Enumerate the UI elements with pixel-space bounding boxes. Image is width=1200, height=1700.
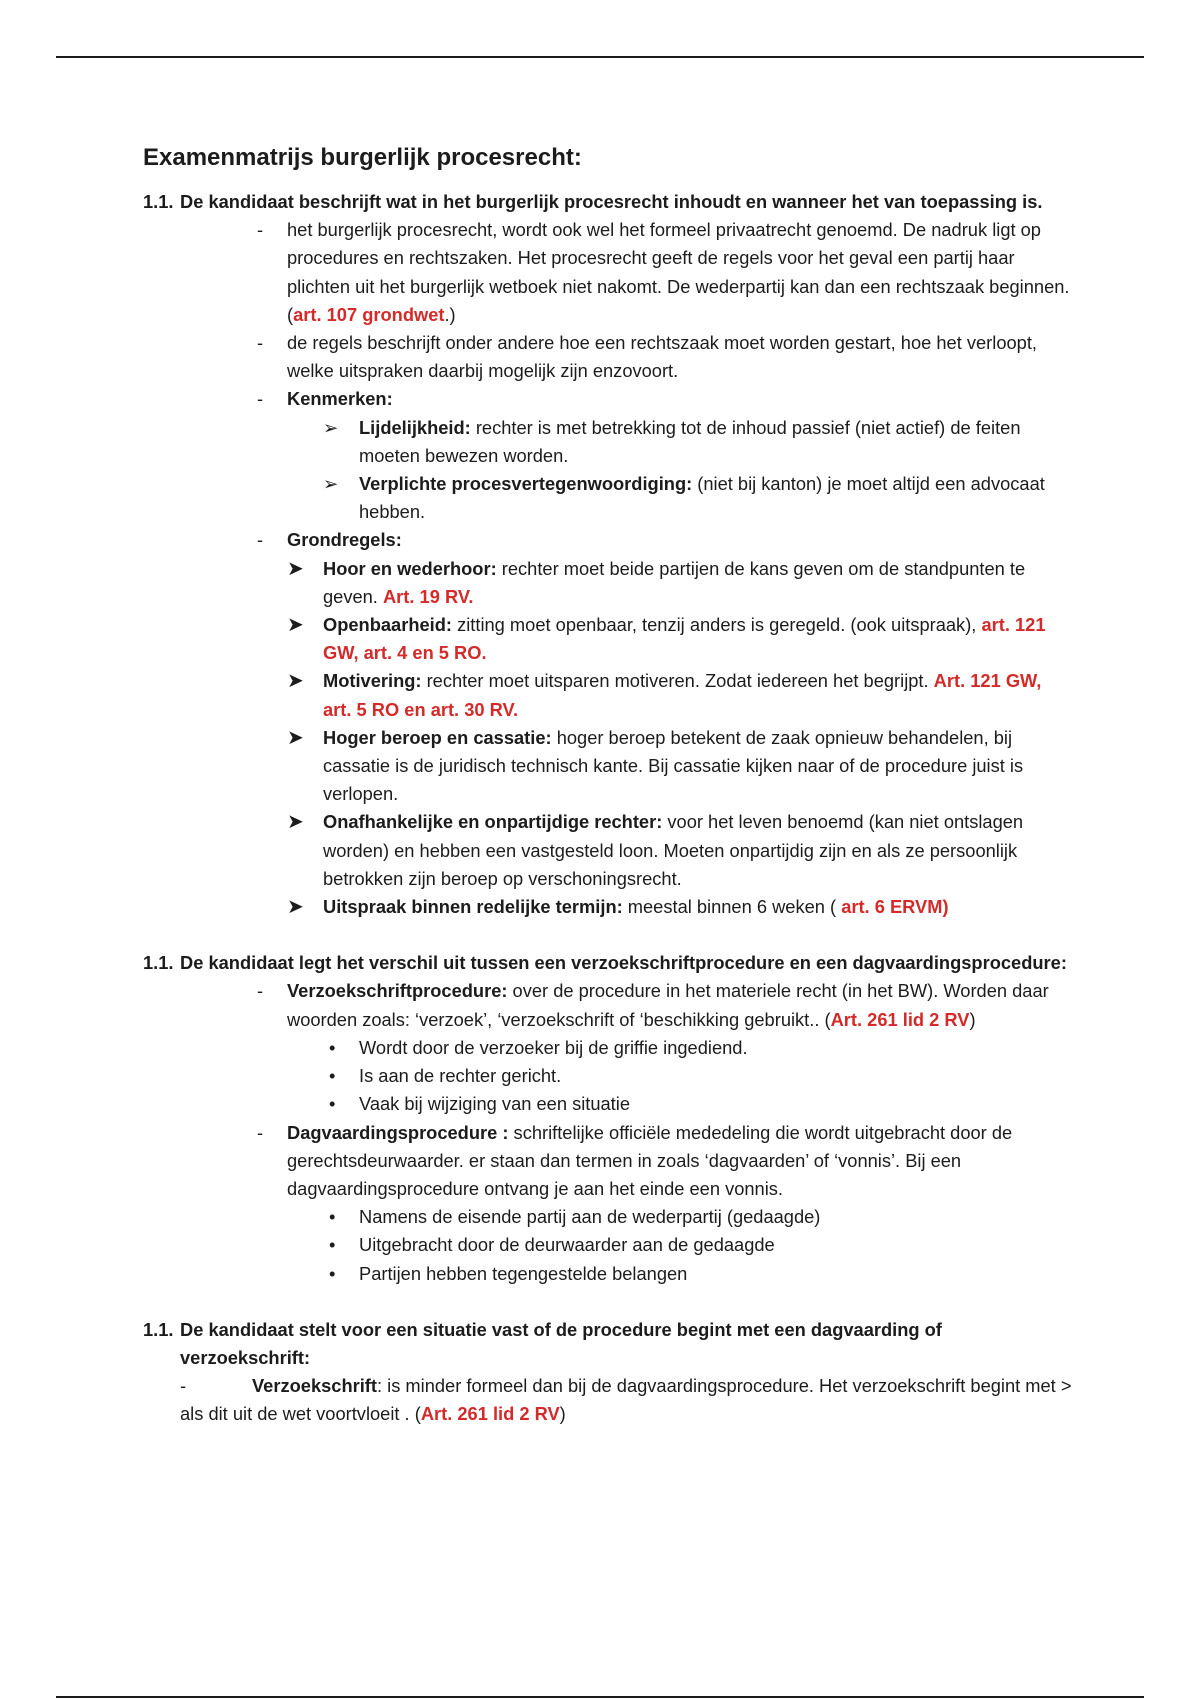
arrow-bullet-icon: ➤	[287, 614, 304, 637]
arrow-bullet-icon: ➤	[287, 557, 304, 580]
list-item	[251, 385, 1073, 413]
sub-list-item	[287, 724, 1073, 809]
list-item	[251, 977, 1073, 1033]
law-reference: Art. 19 RV.	[382, 585, 474, 607]
item-label: Grondregels:	[287, 529, 402, 551]
bullet-item	[323, 1203, 1073, 1231]
law-reference: Art. 121 GW, art. 5 RO en art. 30 RV.	[323, 670, 1042, 720]
term: Openbaarheid:	[323, 614, 453, 636]
term: Verzoekschrift	[252, 1375, 377, 1397]
sub-list-item	[323, 414, 1073, 470]
bullet-item	[323, 1062, 1073, 1090]
term: Lijdelijkheid:	[359, 416, 471, 438]
term: Motivering:	[323, 670, 422, 692]
section-heading-text: De kandidaat stelt voor een situatie vast of de procedure begint met een dagvaarding of verzoekschrift:	[180, 1318, 942, 1368]
section-heading-text: De kandidaat legt het verschil uit tussen een verzoekschriftprocedure en een dagvaardingsprocedure:	[180, 952, 1067, 974]
sub-list-item	[287, 667, 1073, 723]
arrow-bullet-icon: ➢	[323, 473, 339, 495]
section-number: 1.1.	[143, 191, 174, 212]
list-item	[251, 216, 1073, 329]
term-description: meestal binnen 6 weken (	[622, 896, 842, 918]
law-reference: art. 6 ERVM)	[841, 896, 949, 918]
bullet-text: Wordt door de verzoeker bij de griffie ingediend.	[359, 1036, 748, 1058]
term-description: rechter moet uitsparen motiveren. Zodat iedereen het begrijpt.	[421, 670, 934, 692]
arrow-bullet-icon: ➢	[323, 416, 339, 438]
term: Uitspraak binnen redelijke termijn:	[323, 896, 623, 918]
dash-marker: -	[257, 1121, 264, 1143]
bullet-text: Vaak bij wijziging van een situatie	[359, 1093, 630, 1115]
section-heading	[143, 949, 1073, 977]
item-text-end: .)	[444, 303, 456, 325]
term-description: hoger beroep betekent de zaak opnieuw behandelen, bij cassatie is de juridisch technisch kante. Bij cassatie kijken naar of de procedure juist is verlopen.	[323, 726, 1024, 805]
dash-marker: -	[257, 980, 264, 1002]
bullet-text: Namens de eisende partij aan de wederpartij (gedaagde)	[359, 1206, 821, 1228]
sub-list-item	[287, 808, 1073, 893]
term: Hoger beroep en cassatie:	[323, 726, 552, 748]
bullet-text: Uitgebracht door de deurwaarder aan de gedaagde	[359, 1234, 775, 1256]
bullet-item	[323, 1034, 1073, 1062]
term-description: voor het leven benoemd (kan niet ontslagen worden) en hebben een vastgesteld loon. Moeten onpartijdig zijn en als ze persoonlijk betrokken zijn beroep op verschoningsrecht.	[323, 811, 1024, 889]
law-reference: art. 107 grondwet	[293, 303, 445, 325]
term: Verzoekschriftprocedure:	[287, 980, 508, 1002]
item-text-end: )	[969, 1008, 976, 1030]
term-description: rechter is met betrekking tot de inhoud passief (niet actief) de feiten moeten bewezen worden.	[359, 416, 1021, 466]
law-reference: Art. 261 lid 2 RV	[830, 1008, 970, 1030]
sub-list-item	[287, 611, 1073, 667]
section-3	[143, 1316, 1073, 1429]
item-text: het burgerlijk procesrecht, wordt ook wel het formeel privaatrecht genoemd. De nadruk ligt op procedures en rechtszaken. Het procesrecht geeft de regels voor het geval een partij haar plichten uit het burgerlijk wetboek niet nakomt. De wederpartij kan dan een rechtszaak beginnen. (	[287, 219, 1070, 325]
bullet-icon: •	[329, 1206, 336, 1228]
document-body	[143, 142, 1073, 1457]
bullet-text: Partijen hebben tegengestelde belangen	[359, 1262, 688, 1284]
section-heading	[143, 188, 1073, 216]
bullet-icon: •	[329, 1065, 336, 1087]
term-description: : is minder formeel dan bij de dagvaardingsprocedure. Het verzoekschrift begint met > als dit uit de wet voortvloeit . (	[180, 1375, 1072, 1425]
dash-marker: -	[257, 219, 264, 241]
term: Hoor en wederhoor:	[323, 557, 497, 579]
dash-marker: -	[257, 388, 264, 410]
term-description: over de procedure in het materiele recht (in het BW). Worden daar woorden zoals: ‘verzoek’, ‘verzoekschrift of ‘beschikking gebruikt.. (	[287, 980, 1049, 1030]
term: Verplichte procesvertegenwoordiging:	[359, 473, 693, 495]
paragraph	[180, 1372, 1073, 1428]
term-description: schriftelijke officiële mededeling die wordt uitgebracht door de gerechtsdeurwaarder. er staan dan termen in zoals ‘dagvaarden’ of ‘vonnis’. Bij een dagvaardingsprocedure ontvang je aan het einde een vonnis.	[287, 1121, 1013, 1199]
section-2	[143, 949, 1073, 1287]
bullet-icon: •	[329, 1093, 336, 1115]
section-heading	[143, 1316, 1073, 1372]
page-title: Examenmatrijs burgerlijk procesrecht:	[143, 144, 582, 171]
dash-marker: -	[257, 332, 264, 354]
law-reference: Art. 261 lid 2 RV	[420, 1403, 560, 1425]
arrow-bullet-icon: ➤	[287, 811, 304, 834]
term: Dagvaardingsprocedure :	[287, 1121, 509, 1143]
sub-list-item	[323, 470, 1073, 526]
list-item	[251, 329, 1073, 385]
item-text: de regels beschrijft onder andere hoe een rechtszaak moet worden gestart, hoe het verloopt, welke uitspraken daarbij mogelijk zijn enzovoort.	[287, 332, 1037, 382]
term-description: (niet bij kanton) je moet altijd een advocaat hebben.	[359, 473, 1045, 523]
term-description: zitting moet openbaar, tenzij anders is geregeld. (ook uitspraak),	[452, 614, 982, 636]
bullet-item	[323, 1090, 1073, 1118]
dash-marker: -	[257, 529, 264, 551]
list-item	[251, 1119, 1073, 1204]
bullet-icon: •	[329, 1036, 336, 1058]
term-description: rechter moet beide partijen de kans geven om de standpunten te geven.	[323, 557, 1026, 607]
term: Onafhankelijke en onpartijdige rechter:	[323, 811, 663, 833]
section-number: 1.1.	[143, 952, 174, 974]
item-text-end: )	[559, 1403, 566, 1425]
bullet-icon: •	[329, 1234, 336, 1256]
arrow-bullet-icon: ➤	[287, 726, 304, 749]
section-heading-text: De kandidaat beschrijft wat in het burgerlijk procesrecht inhoudt en wanneer het van toepassing is.	[180, 191, 1043, 212]
bullet-item	[323, 1260, 1073, 1288]
arrow-bullet-icon: ➤	[287, 896, 304, 919]
footer-rule	[56, 1696, 1144, 1698]
header-rule	[56, 56, 1144, 58]
sub-list-item	[287, 555, 1073, 611]
bullet-text: Is aan de rechter gericht.	[359, 1065, 562, 1087]
section-1	[143, 188, 1073, 921]
law-reference: art. 121 GW, art. 4 en 5 RO.	[323, 614, 1046, 664]
dash-marker: -	[180, 1375, 187, 1397]
section-number: 1.1.	[143, 1318, 174, 1340]
bullet-item	[323, 1231, 1073, 1259]
item-label: Kenmerken:	[287, 388, 393, 410]
arrow-bullet-icon: ➤	[287, 670, 304, 693]
list-item	[251, 526, 1073, 554]
bullet-icon: •	[329, 1262, 336, 1284]
sub-list-item	[287, 893, 1073, 921]
